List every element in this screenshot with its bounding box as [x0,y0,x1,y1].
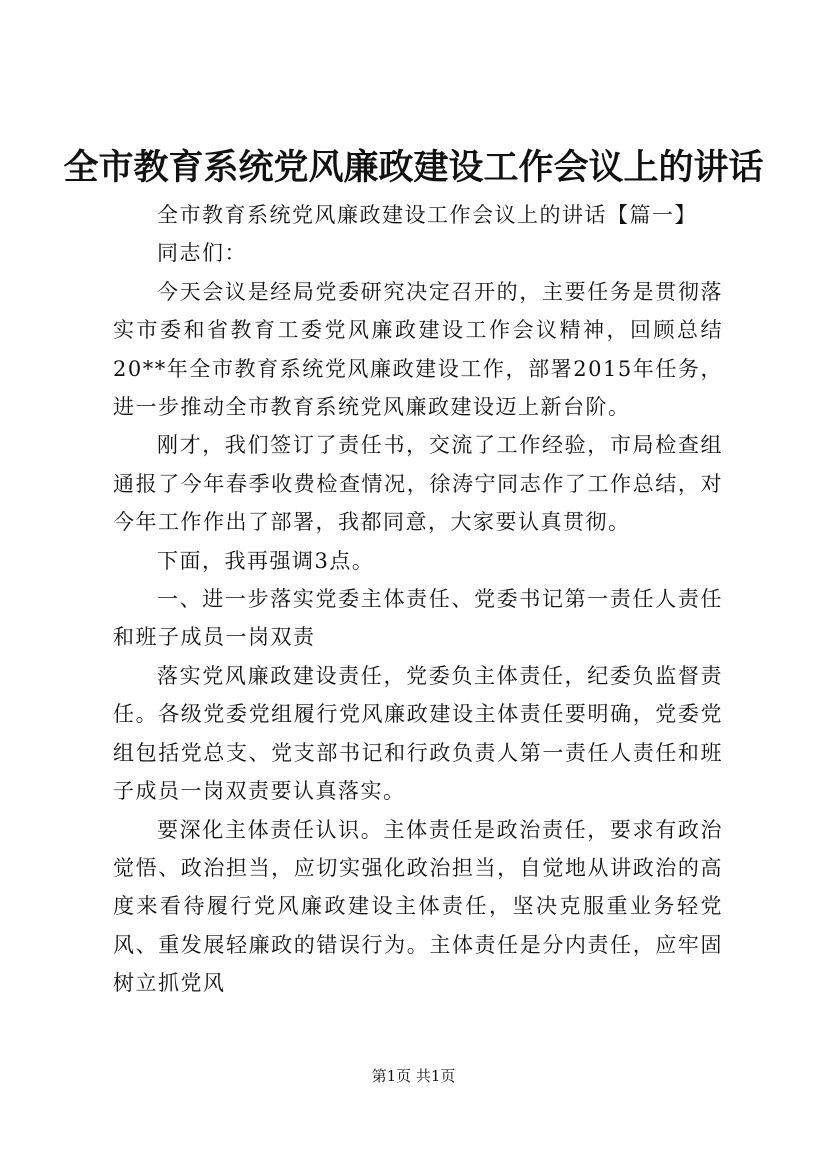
paragraph: 落实党风廉政建设责任，党委负主体责任，纪委负监督责任。各级党委党组履行党风廉政建设主体责任要明确，党委党组包括党总支、党支部书记和行政负责人第一责任人责任和班子成员一岗双责要认真落实。 [113,663,723,804]
paragraph: 下面，我再强调3点。 [157,548,375,573]
paragraph: 今天会议是经局党委研究决定召开的，主要任务是贯彻落实市委和省教育工委党风廉政建设工作会议精神，回顾总结20**年全市教育系统党风廉政建设工作，部署2015年任务，进一步推动全市教育系统党风廉政建设迈上新台阶。 [113,279,723,420]
document-body [113,196,723,1003]
paragraph-subtitle: 全市教育系统党风廉政建设工作会议上的讲话【篇一】 [157,203,697,227]
paragraph: 刚才，我们签订了责任书，交流了工作经验，市局检查组通报了今年春季收费检查情况，徐涛宁同志作了工作总结，对今年工作作出了部署，我都同意，大家要认真贯彻。 [113,433,723,535]
section-heading: 一、进一步落实党委主体责任、党委书记第一责任人责任和班子成员一岗双责 [113,587,723,650]
paragraph: 要深化主体责任认识。主体责任是政治责任，要求有政治觉悟、政治担当，应切实强化政治担当，自觉地从讲政治的高度来看待履行党风廉政建设主体责任，坚决克服重业务轻党风、重发展轻廉政的错误行为。主体责任是分内责任，应牢固树立抓党风 [113,817,723,996]
paragraph-salutation: 同志们： [157,241,247,266]
document-title: 全市教育系统党风廉政建设工作会议上的讲话 [63,147,764,188]
page-footer: 第1页 共1页 [371,1067,456,1085]
